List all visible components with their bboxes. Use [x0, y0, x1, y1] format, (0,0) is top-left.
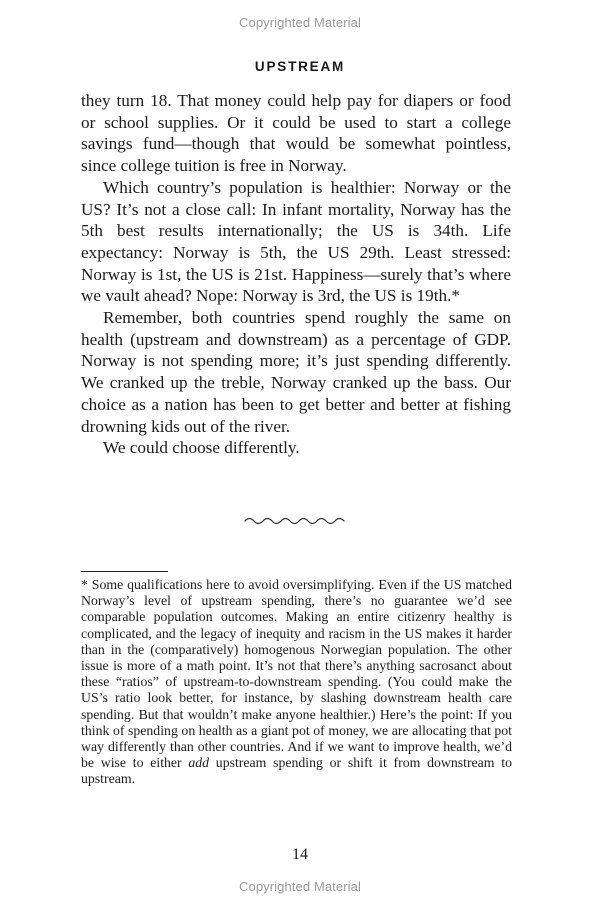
copyright-watermark-top: Copyrighted Material — [239, 15, 361, 30]
footnote-emphasis: add — [188, 755, 210, 771]
footnote-text-before: * Some qualifications here to avoid oversimplifying. Even if the US matched Norway’s level of upstream spending, there’s no guarantee we’d see comparable population outcomes. Making an entire citizenry healthy is complicated, and the legacy of inequity and racism in the US makes it harder than in the (comparatively) homogenous Norwegian population. The other issue is more of a math point. It’s not that there’s anything sacrosanct about these “ratios” of upstream-to-downstream spending. (You could make the US’s ratio look better, for instance, by slashing downstream health care spending. But that wouldn’t make anyone healthier.) Here’s the point: If you think of spending on health as a giant pot of money, we are allocating that pot way differently than other countries. And if we want to improve health, we’d be wise to either — [81, 577, 512, 771]
body-paragraph: Which country’s population is healthier: Norway or the US? It’s not a close call: In infant mortality, Norway has the 5th best results internationally; the US is 34th. Life expectancy: Norway is 5th, the US 29th. Least stressed: Norway is 1st, the US is 21st. Happiness—surely that’s where we vault ahead? Nope: Norway is 3rd, the US is 19th.* — [81, 177, 511, 306]
wave-ornament-icon — [243, 512, 347, 528]
footnote — [81, 577, 512, 788]
copyright-watermark-bottom: Copyrighted Material — [239, 879, 361, 894]
footnote-text — [81, 577, 512, 788]
footnote-divider — [81, 571, 168, 572]
footnote-text-after: upstream spending or shift it from downstream to upstream. — [81, 755, 512, 787]
body-paragraph: they turn 18. That money could help pay for diapers or food or school supplies. Or it could be used to start a college savings fund—though that would be somewhat pointless, since college tuition is free in Norway. — [81, 91, 511, 176]
body-paragraph: We could choose differently. — [103, 438, 300, 458]
body-paragraph: Remember, both countries spend roughly the same on health (upstream and downstream) as a percentage of GDP. Norway is not spending more; it’s just spending differently. We cranked up the treble, Norway cranked up the bass. Our choice as a nation has been to get better and better at fishing drowning kids out of the river. — [81, 308, 511, 436]
running-head: UPSTREAM — [254, 59, 346, 74]
page-number: 14 — [292, 846, 308, 863]
body-text — [81, 90, 511, 459]
